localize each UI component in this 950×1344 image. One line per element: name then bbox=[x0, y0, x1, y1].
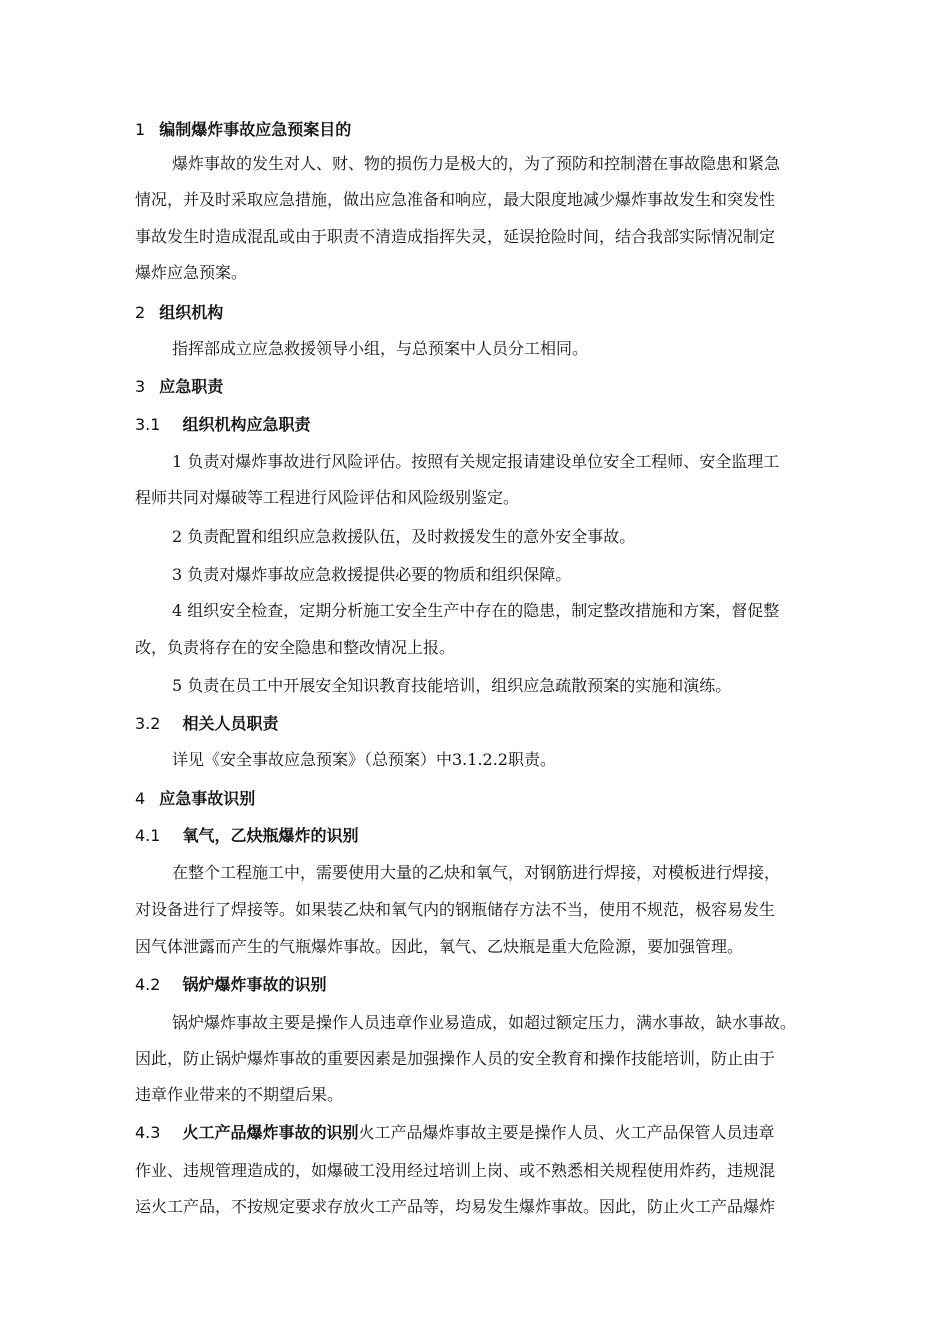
paragraph-line: 程师共同对爆破等工程进行风险评估和风险级别鉴定。 bbox=[135, 488, 520, 507]
paragraph-line: 指挥部成立应急救援领导小组，与总预案中人员分工相同。 bbox=[172, 339, 589, 358]
heading-4-3 bbox=[135, 1123, 774, 1143]
paragraph-line: 5 负责在员工中开展安全知识教育技能培训，组织应急疏散预案的实施和演练。 bbox=[172, 676, 732, 695]
paragraph-line: 因气体泄露而产生的气瓶爆炸事故。因此，氧气、乙炔瓶是重大危险源，要加强管理。 bbox=[135, 937, 744, 956]
heading-3-1 bbox=[135, 415, 310, 435]
heading-number: 4.2 bbox=[135, 975, 161, 994]
heading-title: 编制爆炸事故应急预案目的 bbox=[159, 120, 352, 139]
paragraph-line: 详见《安全事故应急预案》（总预案）中3.1.2.2职责。 bbox=[172, 750, 556, 769]
paragraph-line: 作业、违规管理造成的，如爆破工没用经过培训上岗、或不熟悉相关规程使用炸药，违规混 bbox=[135, 1161, 776, 1180]
paragraph-line: 情况，并及时采取应急措施，做出应急准备和响应，最大限度地减少爆炸事故发生和突发性 bbox=[135, 190, 776, 209]
heading-1 bbox=[135, 120, 351, 140]
paragraph-line: 爆炸事故的发生对人、财、物的损伤力是极大的，为了预防和控制潜在事故隐患和紧急 bbox=[172, 154, 781, 173]
paragraph-line: 对设备进行了焊接等。如果装乙炔和氧气内的钢瓶储存方法不当，使用不规范，极容易发生 bbox=[135, 900, 776, 919]
heading-number: 4 bbox=[135, 789, 146, 808]
paragraph-line: 爆炸应急预案。 bbox=[135, 263, 248, 282]
heading-title: 应急事故识别 bbox=[159, 789, 256, 808]
heading-3-2 bbox=[135, 714, 278, 734]
heading-number: 4.1 bbox=[135, 826, 161, 845]
heading-4 bbox=[135, 789, 255, 809]
heading-title: 锅炉爆炸事故的识别 bbox=[182, 975, 327, 994]
paragraph-inline-text: 火工产品爆炸事故主要是操作人员、火工产品保管人员违章 bbox=[358, 1123, 775, 1142]
heading-number: 4.3 bbox=[135, 1123, 161, 1142]
paragraph-line: 3 负责对爆炸事故应急救援提供必要的物质和组织保障。 bbox=[172, 565, 572, 584]
paragraph-line: 锅炉爆炸事故主要是操作人员违章作业易造成，如超过额定压力，满水事故，缺水事故。 bbox=[172, 1013, 797, 1032]
heading-title: 火工产品爆炸事故的识别 bbox=[182, 1123, 359, 1142]
heading-number: 3.2 bbox=[135, 714, 161, 733]
heading-number: 3.1 bbox=[135, 415, 161, 434]
heading-number: 1 bbox=[135, 120, 146, 139]
heading-number: 3 bbox=[135, 377, 146, 396]
heading-title: 组织机构应急职责 bbox=[182, 415, 311, 434]
heading-title: 相关人员职责 bbox=[182, 714, 279, 733]
paragraph-line: 事故发生时造成混乱或由于职责不清造成指挥失灵，延误抢险时间，结合我部实际情况制定 bbox=[135, 227, 776, 246]
paragraph-line: 因此，防止锅炉爆炸事故的重要因素是加强操作人员的安全教育和操作技能培训，防止由于 bbox=[135, 1049, 776, 1068]
paragraph-line: 2 负责配置和组织应急救援队伍，及时救援发生的意外安全事故。 bbox=[172, 527, 636, 546]
paragraph-line: 在整个工程施工中，需要使用大量的乙炔和氧气，对钢筋进行焊接，对模板进行焊接， bbox=[172, 863, 781, 882]
paragraph-line: 4 组织安全检查，定期分析施工安全生产中存在的隐患，制定整改措施和方案，督促整 bbox=[172, 601, 780, 620]
heading-4-2 bbox=[135, 975, 326, 995]
heading-title: 组织机构 bbox=[159, 303, 224, 322]
heading-title: 应急职责 bbox=[159, 377, 224, 396]
paragraph-line: 改，负责将存在的安全隐患和整改情况上报。 bbox=[135, 638, 456, 657]
heading-number: 2 bbox=[135, 303, 146, 322]
heading-3 bbox=[135, 377, 223, 397]
heading-title: 氧气，乙炔瓶爆炸的识别 bbox=[182, 826, 359, 845]
heading-2 bbox=[135, 303, 223, 323]
paragraph-line: 1 负责对爆炸事故进行风险评估。按照有关规定报请建设单位安全工程师、安全监理工 bbox=[172, 452, 780, 471]
paragraph-line: 运火工产品，不按规定要求存放火工产品等，均易发生爆炸事故。因此，防止火工产品爆炸 bbox=[135, 1197, 776, 1216]
heading-4-1 bbox=[135, 826, 358, 846]
paragraph-line: 违章作业带来的不期望后果。 bbox=[135, 1085, 344, 1104]
